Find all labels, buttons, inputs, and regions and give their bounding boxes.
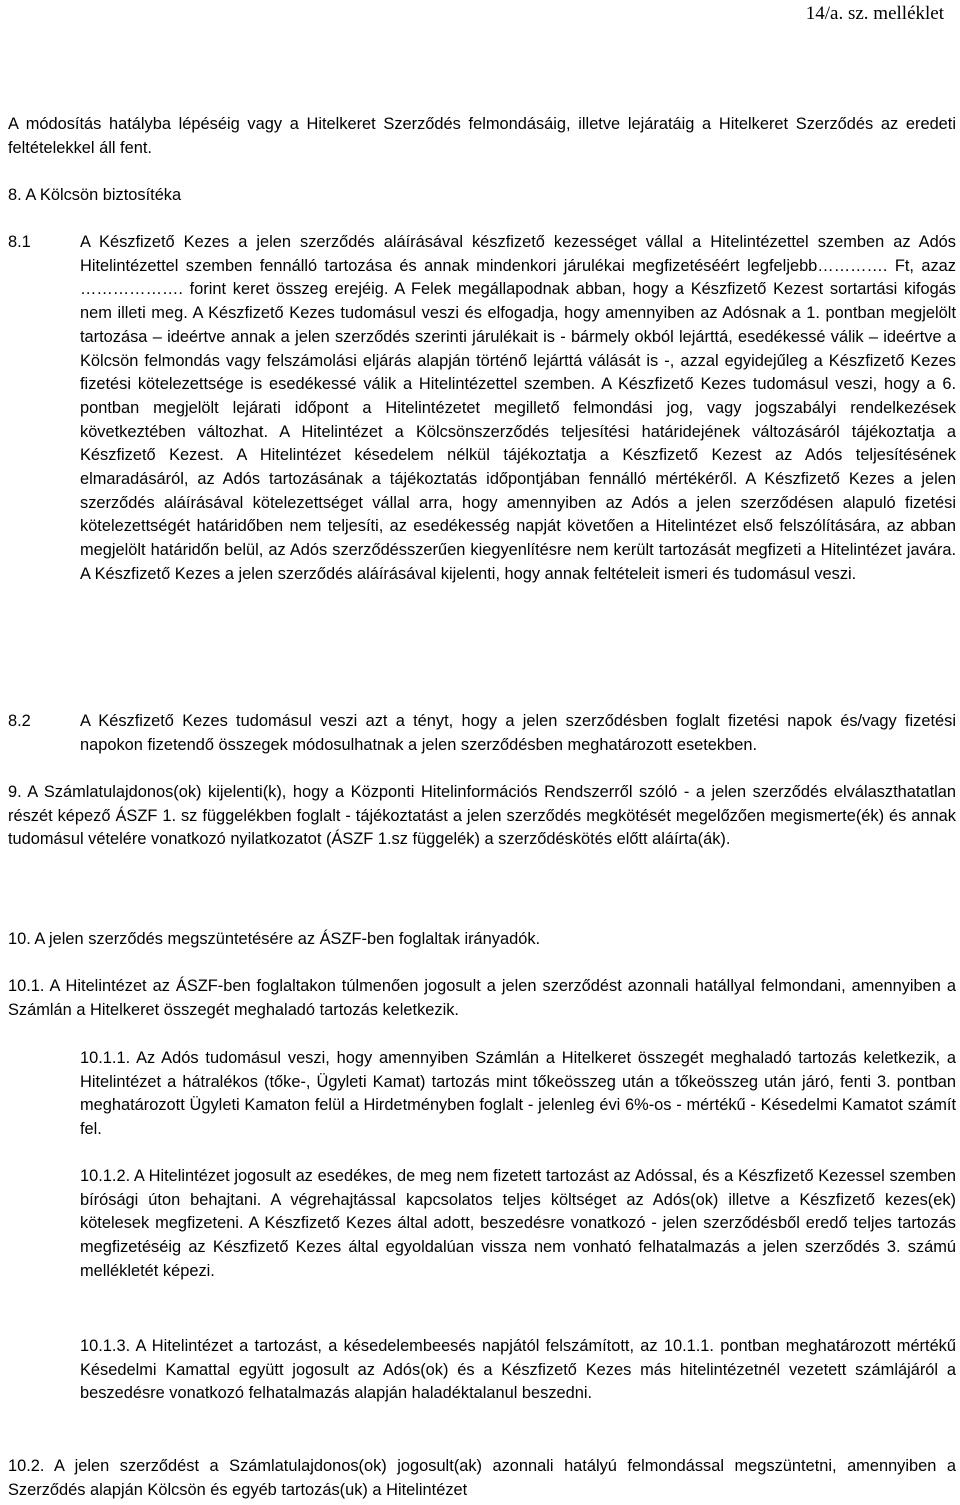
annex-label: 14/a. sz. melléklet: [805, 3, 944, 24]
intro-paragraph: A módosítás hatályba lépéséig vagy a Hitelkeret Szerződés felmondásáig, illetve lejáratáig a Hitelkeret Szerződés az eredeti feltételekkel áll fent.: [8, 115, 956, 157]
section-10-paragraph: 10. A jelen szerződés megszüntetésére az ÁSZF-ben foglaltak irányadók.: [8, 930, 541, 948]
section-10-2-paragraph: 10.2. A jelen szerződést a Számlatulajdonos(ok) jogosult(ak) azonnali hatályú felmondással megszüntetni, amennyiben a Szerződés alapján Kölcsön és egyéb tartozás(uk) a Hitelintézet: [8, 1457, 956, 1499]
section-10-1-1-paragraph: 10.1.1. Az Adós tudomásul veszi, hogy amennyiben Számlán a Hitelkeret összegét meghaladó tartozás keletkezik, a Hitelintézet a hátralékos (tőke-, Ügyleti Kamat) tartozás mint tőkeösszeg után a tőkeösszeg után járó, fenti 3. pontban meghatározott Ügyleti Kamaton felül a Hirdetményben foglalt - jelenleg évi 6%-os - mértékű - Késedelmi Kamatot számít fel.: [80, 1049, 956, 1139]
section-8-heading: 8. A Kölcsön biztosítéka: [8, 186, 182, 204]
section-8-1-number: 8.1: [8, 233, 31, 251]
section-10-1-paragraph: 10.1. A Hitelintézet az ÁSZF-ben foglaltakon túlmenően jogosult a jelen szerződést azonnali hatállyal felmondani, amennyiben a Számlán a Hitelkeret összegét meghaladó tartozás keletkezik.: [8, 977, 956, 1019]
section-10-1-3-paragraph: 10.1.3. A Hitelintézet a tartozást, a késedelembeesés napjától felszámított, az 10.1.1. pontban meghatározott mértékű Késedelmi Kamattal együtt jogosult az Adós(ok) és a Készfizető Kezes más hitelintézetnél vezetett számlájáról a beszedésre vonatkozó felhatalmazás alapján haladéktalanul beszedni.: [80, 1337, 956, 1403]
section-8-2-text: A Készfizető Kezes tudomásul veszi azt a tényt, hogy a jelen szerződésben foglalt fizetési napok és/vagy fizetési napokon fizetendő összegek módosulhatnak a jelen szerződésben meghatározott esetekben.: [80, 712, 956, 754]
section-8-1-text: A Készfizető Kezes a jelen szerződés aláírásával készfizető kezességet vállal a Hitelintézettel szemben az Adós Hitelintézettel szemben fennálló tartozása és annak mindenkori járulékai megfizetéséért legfeljebb…………. Ft, azaz ………………. forint keret összeg erejéig. A Felek megállapodnak abban, hogy a Készfizető Kezest sortartási kifogás nem illeti meg. A Készfizető Kezes tudomásul veszi és elfogadja, hogy amennyiben az Adósnak a 1. pontban megjelölt tartozása – ideértve annak a jelen szerződés szerinti járulékait is - bármely okból lejárttá, esedékessé válik – ideértve a Kölcsön felmondás vagy felszámolási eljárás alapján történő lejárttá válását is -, azzal egyidejűleg a Készfizető Kezes fizetési kötelezettsége is esedékessé válik a Hitelintézettel szemben. A Készfizető Kezes tudomásul veszi, hogy a 6. pontban megjelölt lejárati időpont a Hitelintézetet megillető felmondási jog, vagy jogszabályi rendelkezések következtében változhat. A Hitelintézet a Kölcsönszerződés teljesítési határidejének változásáról tájékoztatja a Készfizető Kezest. A Hitelintézet késedelem nélkül tájékoztatja a Készfizető Kezest az Adós teljesítésének elmaradásáról, az Adós tartozásának a tájékoztatás időpontjában fennálló mértékéről. A Készfizető Kezes a jelen szerződés aláírásával kötelezettséget vállal arra, hogy amennyiben az Adós a jelen szerződésen alapuló fizetési kötelezettségét határidőben nem teljesíti, az esedékesség napját követően a Hitelintézet első felszólítására, az abban megjelölt határidőn belül, az Adós szerződésszerűen kiegyenlítésre nem került tartozását megfizeti a Hitelintézet javára. A Készfizető Kezes a jelen szerződés aláírásával kijelenti, hogy annak feltételeit ismeri és tudomásul veszi.: [80, 233, 956, 583]
section-9-paragraph: 9. A Számlatulajdonos(ok) kijelenti(k), hogy a Központi Hitelinformációs Rendszerről szóló - a jelen szerződés elválaszthatatlan részét képező ÁSZF 1. sz függelékben foglalt - tájékoztatást a jelen szerződés megkötését megelőzően megismerte(ék) és annak tudomásul vételére vonatkozó nyilatkozatot (ÁSZF 1.sz függelék) a szerződéskötés előtt aláírta(ák).: [8, 783, 956, 849]
section-8-2-number: 8.2: [8, 712, 31, 730]
section-10-1-2-paragraph: 10.1.2. A Hitelintézet jogosult az esedékes, de meg nem fizetett tartozást az Adóssal, és a Készfizető Kezessel szemben bírósági úton behajtani. A végrehajtással kapcsolatos teljes költséget az Adós(ok) illetve a Készfizető kezes(ek) kötelesek megfizeteni. A Készfizető Kezes által adott, beszedésre vonatkozó - jelen szerződésből eredő teljes tartozás megfizetéséig az Készfizető Kezes által egyoldalúan vissza nem vonható felhatalmazás a jelen szerződés 3. számú mellékletét képezi.: [80, 1167, 956, 1280]
